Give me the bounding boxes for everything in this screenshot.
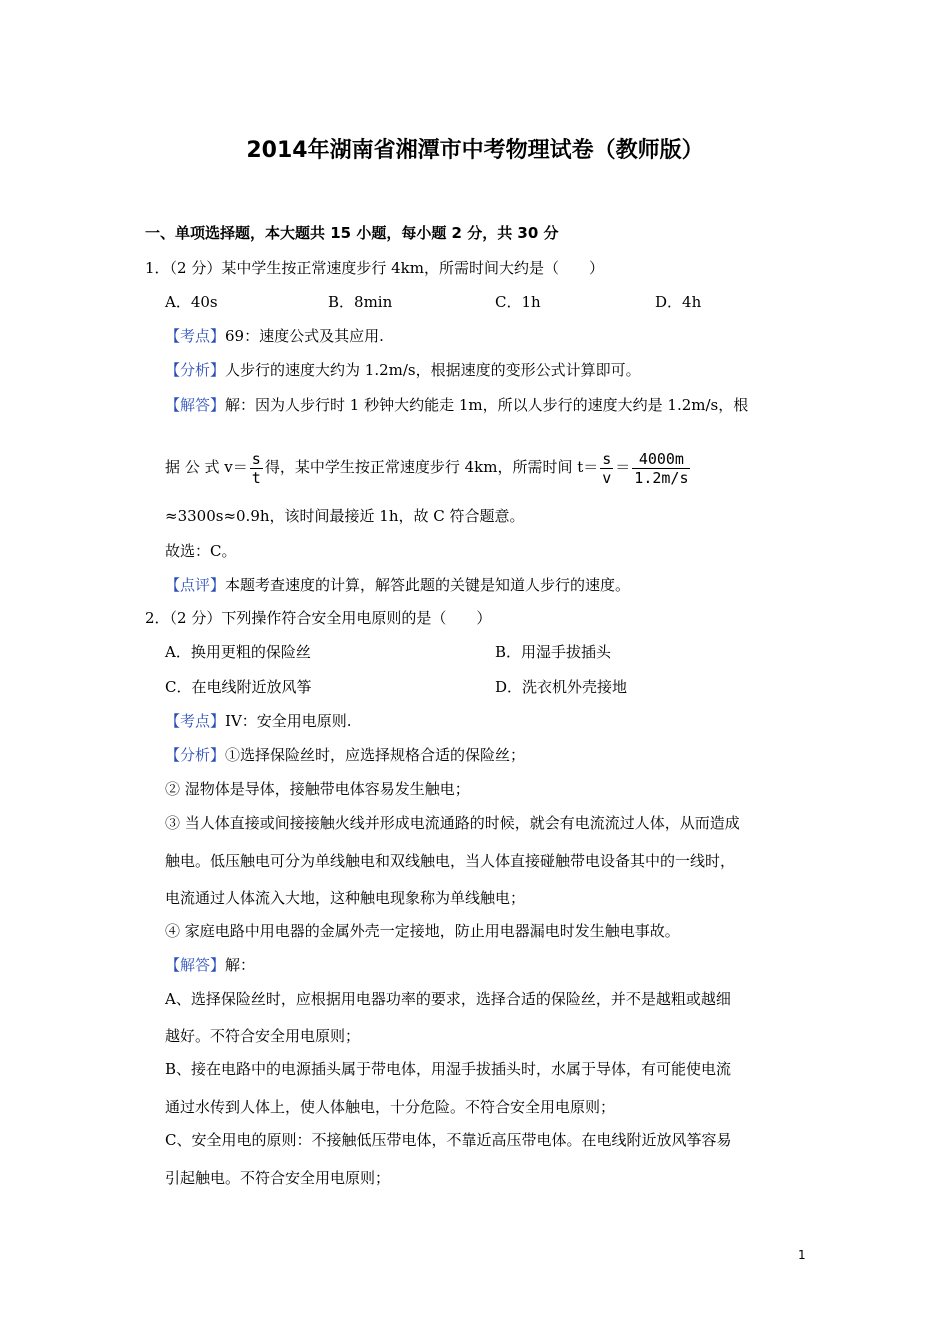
- q2-c-line2: 引起触电。不符合安全用电原则；: [165, 1169, 391, 1187]
- q1-result-line: ≈3300s≈0.9h，该时间最接近 1h，故 C 符合题意。: [165, 507, 525, 525]
- jieda-tag: 【解答】: [165, 396, 226, 414]
- q2-fenxi-3b: 触电。低压触电可分为单线触电和双线触电，当人体直接碰触带电设备其中的一线时，: [165, 852, 736, 870]
- kaodian-text: IV：安全用电原则.: [225, 712, 352, 730]
- fenxi-text: ①选择保险丝时，应选择规格合适的保险丝；: [225, 746, 526, 764]
- fenxi-tag: 【分析】: [165, 361, 226, 379]
- q2-jieda: [165, 955, 255, 975]
- q2-c-line1: C、安全用电的原则：不接触低压带电体，不靠近高压带电体。在电线附近放风筝容易: [165, 1131, 732, 1149]
- q2-fenxi: [165, 745, 525, 765]
- q1-fenxi: [165, 360, 641, 380]
- dianping-tag: 【点评】: [165, 576, 226, 594]
- q2-stem: 2．（2 分）下列操作符合安全用电原则的是（ ）: [145, 609, 492, 627]
- fraction-numerator: s: [602, 449, 612, 468]
- q1-stem: 1．（2 分）某中学生按正常速度步行 4km，所需时间大约是（ ）: [145, 259, 604, 277]
- page-number: 1: [798, 1248, 806, 1262]
- q2-a-line1: A、选择保险丝时，应根据用电器功率的要求，选择合适的保险丝，并不是越粗或越细: [165, 990, 731, 1008]
- q1-kaodian: [165, 326, 384, 346]
- q2-option-d: D．洗衣机外壳接地: [495, 678, 628, 696]
- equals-sign: ＝: [615, 458, 631, 476]
- q2-a-line2: 越好。不符合安全用电原则；: [165, 1027, 361, 1045]
- q1-jieda: [165, 395, 748, 415]
- q2-option-a: A．换用更粗的保险丝: [165, 643, 311, 661]
- fraction-s-over-v: [600, 450, 613, 487]
- fenxi-tag: 【分析】: [165, 746, 226, 764]
- q1-formula-line: [165, 447, 692, 487]
- fraction-numerator: 4000m: [632, 450, 690, 469]
- page-title: 2014年湖南省湘潭市中考物理试卷（教师版）: [246, 138, 704, 163]
- kaodian-tag: 【考点】: [165, 712, 226, 730]
- q1-dianping: [165, 575, 630, 595]
- kaodian-text: 69：速度公式及其应用.: [225, 327, 384, 345]
- fraction-denominator: 1.2m/s: [634, 468, 689, 487]
- section-heading: 一、单项选择题，本大题共 15 小题，每小题 2 分，共 30 分: [145, 224, 559, 242]
- fraction-s-over-t: [250, 450, 263, 487]
- q2-fenxi-4: ④ 家庭电路中用电器的金属外壳一定接地，防止用电器漏电时发生触电事故。: [165, 922, 680, 940]
- q1-option-d: D．4h: [655, 293, 702, 311]
- q2-fenxi-3c: 电流通过人体流入大地，这种触电现象称为单线触电；: [165, 889, 526, 907]
- q2-fenxi-2: ② 湿物体是导体，接触带电体容易发生触电；: [165, 780, 470, 798]
- jieda-text: 解：: [225, 956, 256, 974]
- formula-lead: 据 公 式 v＝: [165, 458, 248, 476]
- q2-b-line2: 通过水传到人体上，使人体触电，十分危险。不符合安全用电原则；: [165, 1098, 616, 1116]
- fraction-numerator: s: [251, 449, 261, 468]
- formula-middle: 得，某中学生按正常速度步行 4km，所需时间 t＝: [264, 458, 599, 476]
- kaodian-tag: 【考点】: [165, 327, 226, 345]
- fraction-denominator: t: [251, 468, 261, 487]
- fraction-4000m-over-1.2ms: [632, 450, 690, 487]
- q1-answer: 故选：C。: [165, 542, 237, 560]
- dianping-text: 本题考查速度的计算，解答此题的关键是知道人步行的速度。: [225, 576, 631, 594]
- q2-b-line1: B、接在电路中的电源插头属于带电体，用湿手拔插头时，水属于导体，有可能使电流: [165, 1060, 732, 1078]
- jieda-text: 解：因为人步行时 1 秒钟大约能走 1m，所以人步行的速度大约是 1.2m/s，根: [225, 396, 749, 414]
- q2-option-b: B．用湿手拔插头: [495, 643, 612, 661]
- jieda-tag: 【解答】: [165, 956, 226, 974]
- q2-option-c: C．在电线附近放风筝: [165, 678, 312, 696]
- q1-option-a: A．40s: [165, 293, 218, 311]
- fraction-denominator: v: [602, 468, 612, 487]
- fenxi-text: 人步行的速度大约为 1.2m/s，根据速度的变形公式计算即可。: [225, 361, 641, 379]
- q2-kaodian: [165, 711, 352, 731]
- q2-fenxi-3a: ③ 当人体直接或间接接触火线并形成电流通路的时候，就会有电流流过人体，从而造成: [165, 814, 740, 832]
- q1-option-b: B．8min: [328, 293, 393, 311]
- q1-option-c: C．1h: [495, 293, 541, 311]
